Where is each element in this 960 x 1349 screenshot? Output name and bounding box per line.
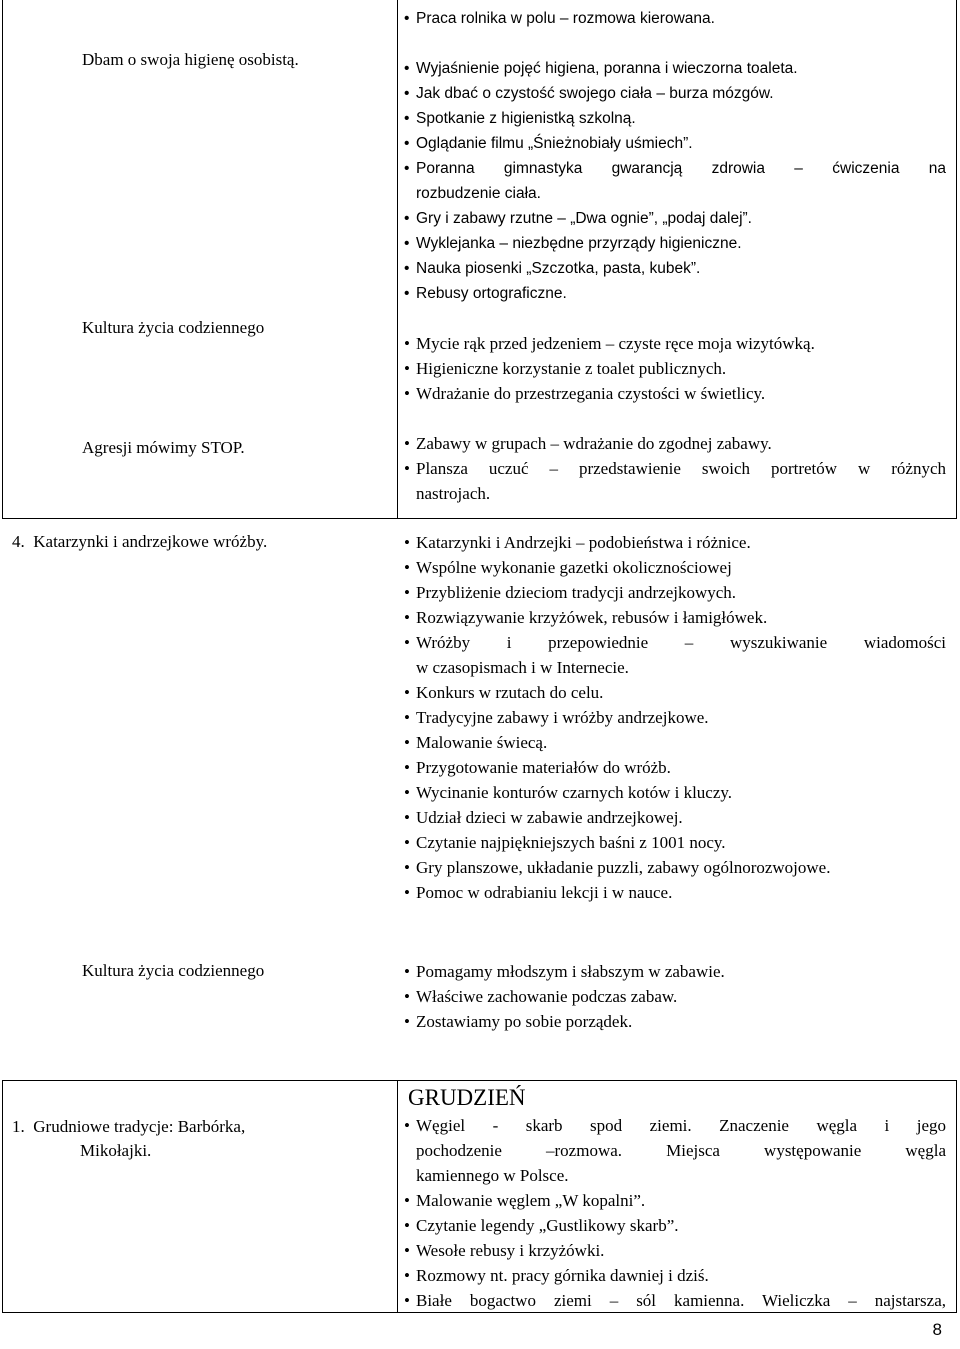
- list-item: • Przygotowanie materiałów do wróżb.: [404, 758, 671, 777]
- list-item: • Zabawy w grupach – wdrażanie do zgodnej zabawy.: [404, 434, 772, 453]
- list-item: • Tradycyjne zabawy i wróżby andrzejkowe.: [404, 708, 709, 727]
- list-item: • Pomoc w odrabianiu lekcji i w nauce.: [404, 883, 673, 902]
- table-border-left-bottom: [2, 1080, 3, 1312]
- list-item: • Czytanie legendy „Gustlikowy skarb”.: [404, 1216, 679, 1235]
- list-item: • Gry i zabawy rzutne – „Dwa ognie”, „podaj dalej”.: [404, 210, 752, 227]
- topic-daily-culture: Kultura życia codziennego: [82, 318, 265, 337]
- list-item: • Pomagamy młodszym i słabszym w zabawie.: [404, 962, 725, 981]
- list-item: • Zostawiamy po sobie porządek.: [404, 1012, 633, 1031]
- list-item: • Wesołe rebusy i krzyżówki.: [404, 1241, 605, 1260]
- list-item: • Konkurs w rzutach do celu.: [404, 683, 604, 702]
- list-item: • Higieniczne korzystanie z toalet publicznych.: [404, 359, 727, 378]
- list-item: • Wdrażanie do przestrzegania czystości w świetlicy.: [404, 384, 766, 403]
- list-item: • Mycie rąk przed jedzeniem – czyste ręce moja wizytówką.: [404, 334, 815, 353]
- table-border-right-bottom: [956, 1080, 957, 1312]
- list-item: • Oglądanie filmu „Śnieżnobiały uśmiech”.: [404, 135, 693, 152]
- list-item: • Wycinanie konturów czarnych kotów i kluczy.: [404, 783, 733, 802]
- page-number: 8: [932, 1320, 942, 1339]
- list-item: • Spotkanie z higienistką szkolną.: [404, 110, 636, 127]
- list-item: • Praca rolnika w polu – rozmowa kierowana.: [404, 10, 715, 27]
- column-divider-bottom: [397, 1080, 398, 1312]
- table-border-left-top: [2, 0, 3, 518]
- list-item: • Białe bogactwo ziemi – sól kamienna. Wieliczka – najstarsza,: [404, 1291, 946, 1310]
- list-item: • Malowanie świecą.: [404, 733, 548, 752]
- list-item: • Malowanie węglem „W kopalni”.: [404, 1191, 646, 1210]
- list-item: • Wspólne wykonanie gazetki okolicznościowej: [404, 558, 732, 577]
- column-divider-top: [397, 0, 398, 518]
- row-divider-1: [2, 518, 957, 519]
- list-item: • Rebusy ortograficzne.: [404, 285, 567, 302]
- list-item: • Rozwiązywanie krzyżówek, rebusów i łamigłówek.: [404, 608, 768, 627]
- topic-december-traditions-cont: Mikołajki.: [80, 1141, 152, 1160]
- list-item: • Poranna gimnastyka gwarancją zdrowia – ćwiczenia na rozbudzenie ciała.: [404, 160, 946, 202]
- list-item: • Rozmowy nt. pracy górnika dawniej i dziś.: [404, 1266, 709, 1285]
- topic-daily-culture-2: Kultura życia codziennego: [82, 961, 265, 980]
- topic-katarzynki-andrzejki: 4. Katarzynki i andrzejkowe wróżby.: [12, 532, 268, 551]
- list-item: • Plansza uczuć – przedstawienie swoich portretów w różnych nastrojach.: [404, 459, 946, 503]
- list-item: • Udział dzieci w zabawie andrzejkowej.: [404, 808, 683, 827]
- month-heading: GRUDZIEŃ: [408, 1085, 526, 1110]
- list-item: • Wyklejanka – niezbędne przyrządy higieniczne.: [404, 235, 742, 252]
- topic-december-traditions: 1. Grudniowe tradycje: Barbórka,: [12, 1117, 246, 1136]
- list-item: • Węgiel - skarb spod ziemi. Znaczenie węgla i jego pochodzenie –rozmowa. Miejsca występowanie węgla kamiennego w Polsce.: [404, 1116, 946, 1185]
- list-item: • Wróżby i przepowiednie – wyszukiwanie wiadomości w czasopismach i w Internecie.: [404, 633, 946, 677]
- row-divider-2: [2, 1080, 957, 1081]
- list-item: • Gry planszowe, układanie puzzli, zabawy ogólnorozwojowe.: [404, 858, 831, 877]
- table-border-right-top: [956, 0, 957, 518]
- list-item: • Przybliżenie dzieciom tradycji andrzejkowych.: [404, 583, 737, 602]
- list-item: • Katarzynki i Andrzejki – podobieństwa i różnice.: [404, 533, 751, 552]
- list-item: • Właściwe zachowanie podczas zabaw.: [404, 987, 678, 1006]
- list-item: • Nauka piosenki „Szczotka, pasta, kubek”.: [404, 260, 701, 277]
- list-item: • Czytanie najpiękniejszych baśni z 1001 nocy.: [404, 833, 726, 852]
- topic-hygiene: Dbam o swoja higienę osobistą.: [82, 50, 299, 69]
- list-item: • Wyjaśnienie pojęć higiena, poranna i wieczorna toaleta.: [404, 60, 798, 77]
- list-item: • Jak dbać o czystość swojego ciała – burza mózgów.: [404, 85, 774, 102]
- topic-stop-aggression: Agresji mówimy STOP.: [82, 438, 245, 457]
